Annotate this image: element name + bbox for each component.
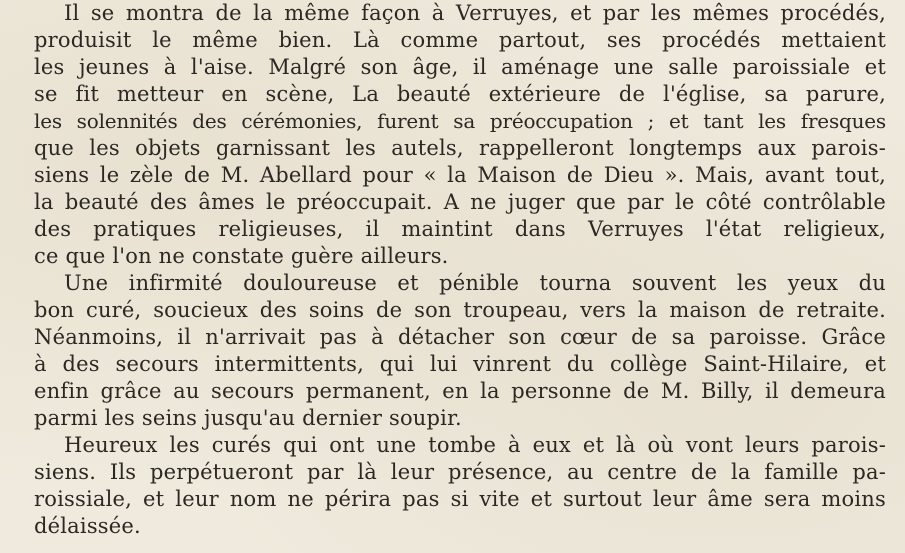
text-line-3: les jeunes à l'aise. Malgré son âge, il aménage une salle paroissiale et	[34, 55, 886, 79]
text-line-4: se fit metteur en scène, La beauté extérieure de l'église, sa parure,	[34, 82, 886, 106]
text-line-20: délaissée.	[34, 514, 141, 538]
text-line-13: Néanmoins, il n'arrivait pas à détacher son cœur de sa paroisse. Grâce	[34, 325, 886, 349]
text-line-16: parmi les seins jusqu'au dernier soupir.	[34, 406, 462, 430]
text-line-11: Une infirmité douloureuse et pénible tourna souvent les yeux du	[64, 271, 886, 295]
text-line-12: bon curé, soucieux des soins de son troupeau, vers la maison de retraite.	[34, 298, 886, 322]
text-line-1: Il se montra de la même façon à Verruyes, et par les mêmes procédés,	[64, 1, 886, 25]
text-line-19: roissiale, et leur nom ne périra pas si vite et surtout leur âme sera moins	[34, 487, 886, 511]
text-line-17: Heureux les curés qui ont une tombe à eux et là où vont leurs parois-	[64, 433, 886, 457]
text-line-5: les solennités des cérémonies, furent sa préoccupation ; et tant les fresques	[34, 109, 886, 133]
text-line-6: que les objets garnissant les autels, rappelleront longtemps aux parois-	[34, 136, 886, 160]
text-line-15: enfin grâce au secours permanent, en la personne de M. Billy, il demeura	[34, 379, 886, 403]
text-line-7: siens le zèle de M. Abellard pour « la Maison de Dieu ». Mais, avant tout,	[34, 163, 886, 187]
text-line-18: siens. Ils perpétueront par là leur présence, au centre de la famille pa-	[34, 460, 886, 484]
text-line-9: des pratiques religieuses, il maintint dans Verruyes l'état religieux,	[34, 217, 886, 241]
text-line-14: à des secours intermittents, qui lui vinrent du collège Saint-Hilaire, et	[34, 352, 886, 376]
text-line-2: produisit le même bien. Là comme partout, ses procédés mettaient	[34, 28, 886, 52]
text-line-8: la beauté des âmes le préoccupait. A ne juger que par le côté contrôlable	[34, 190, 886, 214]
text-line-10: ce que l'on ne constate guère ailleurs.	[34, 244, 449, 268]
